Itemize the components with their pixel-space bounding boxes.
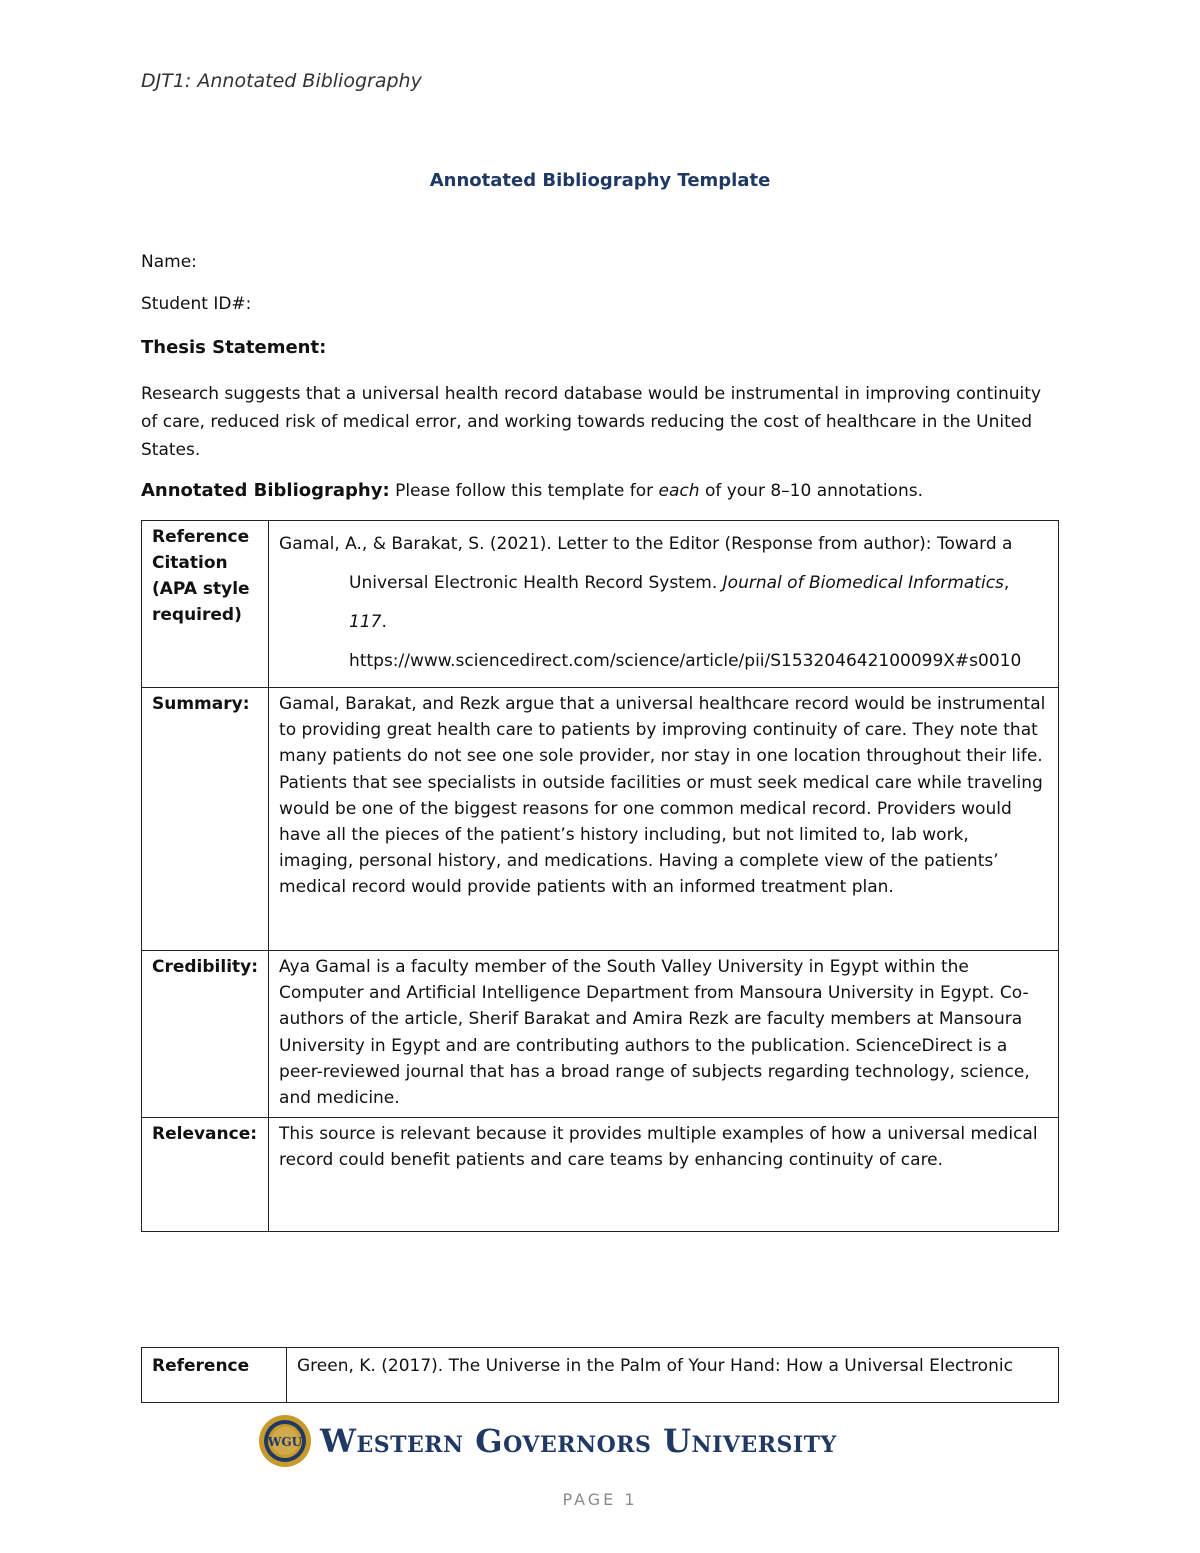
citation-title: Universal Electronic Health Record System. — [349, 573, 723, 593]
annotated-bibliography-instructions — [141, 480, 923, 501]
summary-label: Summary: — [142, 688, 269, 951]
thesis-label: Thesis Statement: — [141, 337, 327, 358]
credibility-text: Aya Gamal is a faculty member of the South Valley University in Egypt within the Computer and Artificial Intelligence Department from Mansoura University in Egypt. Co-authors of the article, Sherif Barakat and Amira Rezk are faculty members at Mansoura University in Egypt and are contributing authors to the publication. ScienceDirect is a peer-reviewed journal that has a broad range of subjects regarding technology, science, and medicine. — [269, 951, 1059, 1118]
summary-text: Gamal, Barakat, and Rezk argue that a universal healthcare record would be instrumental to providing great health care to patients by improving continuity of care. They note that many patients do not see one sole provider, nor stay in one location throughout their life. Patients that see specialists in outside facilities or must seek medical care while traveling would be one of the biggest reasons for one common medical record. Providers would have all the pieces of the patient’s history including, but not limited to, lab work, imaging, personal history, and medications. Having a complete view of the patients’ medical record would provide patients with an informed treatment plan. — [269, 688, 1059, 951]
page-number: PAGE 1 — [562, 1490, 638, 1509]
summary-row — [142, 688, 1059, 951]
citation-volume: 117 — [349, 612, 382, 632]
annotated-bibliography-label: Annotated Bibliography: — [141, 480, 390, 501]
citation-label: Reference Citation (APA style required) — [142, 521, 269, 688]
citation-journal: Journal of Biomedical Informatics — [722, 573, 1004, 593]
citation-url: https://www.sciencedirect.com/science/article/pii/S153204642100099X#s0010 — [349, 651, 1022, 671]
citation-line-2 — [279, 564, 1048, 603]
bibliography-entry-1 — [141, 520, 1059, 1232]
university-wordmark: Western Governors University — [320, 1422, 837, 1460]
wgu-seal-icon — [258, 1414, 312, 1468]
credibility-label: Credibility: — [142, 951, 269, 1118]
citation-cell — [269, 521, 1059, 688]
citation-line-1: Gamal, A., & Barakat, S. (2021). Letter to the Editor (Response from author): Toward a — [279, 534, 1013, 554]
instructions-after: of your 8–10 annotations. — [699, 481, 923, 501]
credibility-row — [142, 951, 1059, 1118]
relevance-text: This source is relevant because it provides multiple examples of how a universal medical record could benefit patients and care teams by enhancing continuity of care. — [269, 1118, 1059, 1232]
relevance-row — [142, 1118, 1059, 1232]
citation-period: . — [381, 612, 387, 632]
page-header: DJT1: Annotated Bibliography — [141, 70, 422, 92]
citation-label-2: Reference — [142, 1348, 287, 1403]
name-field-label: Name: — [141, 252, 197, 272]
citation-row-2 — [142, 1348, 1059, 1403]
citation-line-2-1: Green, K. (2017). The Universe in the Palm of Your Hand: How a Universal Electronic — [287, 1348, 1059, 1403]
bibliography-entry-2 — [141, 1347, 1059, 1403]
instructions-emphasis: each — [658, 481, 700, 501]
seal-text: WGU — [267, 1435, 303, 1449]
citation-row — [142, 521, 1059, 688]
university-logo — [258, 1412, 908, 1470]
instructions-before: Please follow this template for — [389, 481, 659, 501]
document-title: Annotated Bibliography Template — [429, 170, 771, 191]
student-id-field-label: Student ID#: — [141, 294, 252, 314]
citation-line-3 — [279, 603, 1048, 642]
thesis-text: Research suggests that a universal health record database would be instrumental in improving continuity of care, reduced risk of medical error, and working towards reducing the cost of healthcare in the United States. — [141, 384, 1042, 460]
relevance-label: Relevance: — [142, 1118, 269, 1232]
citation-comma: , — [1003, 573, 1010, 593]
